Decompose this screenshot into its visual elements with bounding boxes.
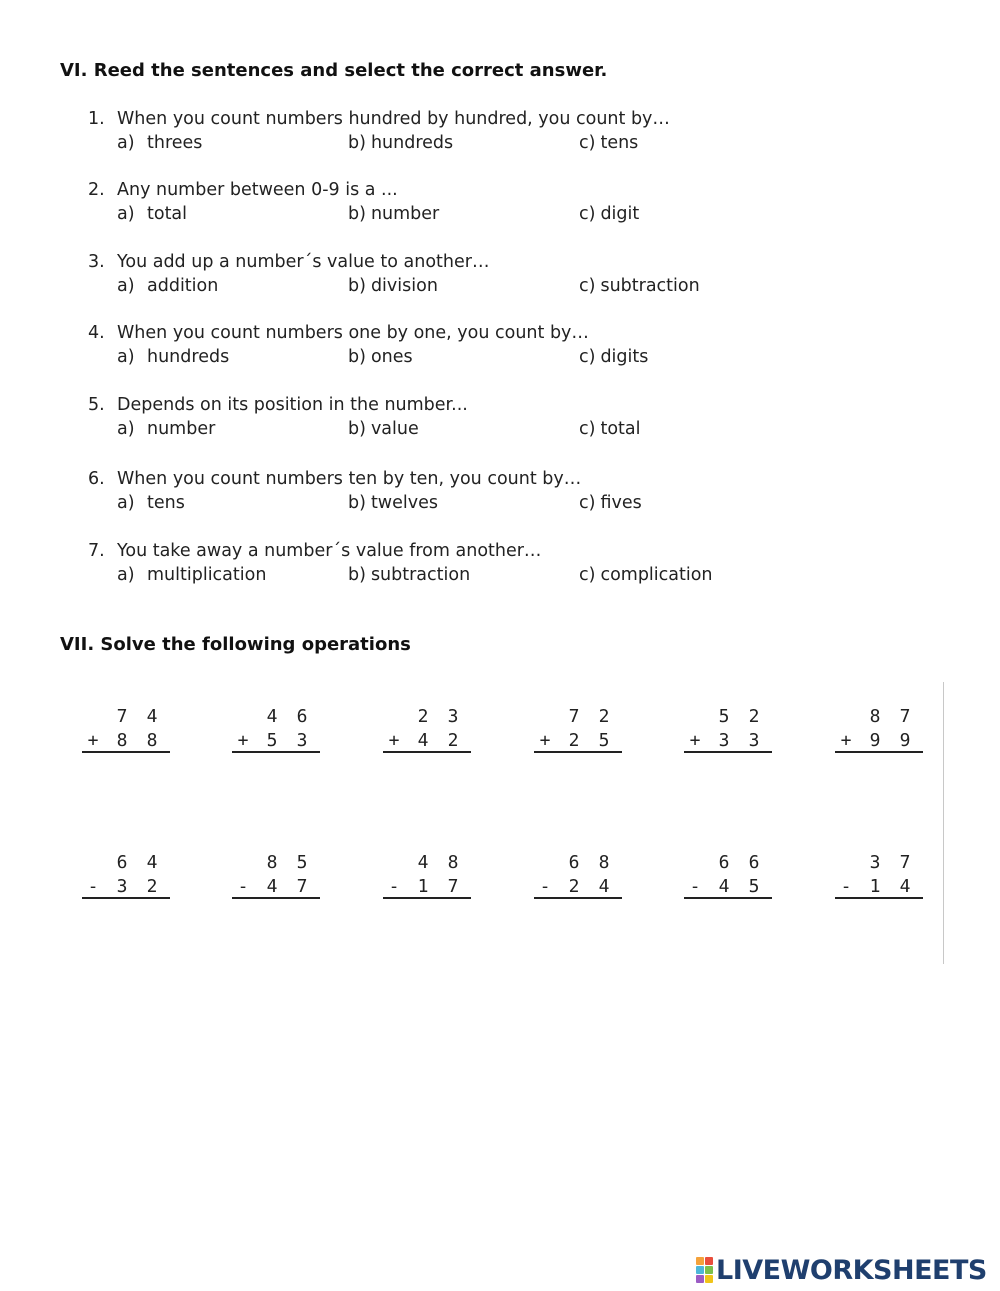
answer-line — [383, 897, 471, 899]
option-a-text: hundreds — [147, 347, 230, 367]
operator-sign: - — [388, 876, 400, 897]
addition-problem-1[interactable] — [82, 705, 170, 753]
top-tens-digit: 2 — [417, 706, 429, 727]
question-text: Any number between 0-9 is a ... — [117, 180, 398, 200]
option-b[interactable] — [348, 202, 579, 226]
bottom-tens-digit: 3 — [116, 876, 128, 897]
option-b[interactable] — [348, 345, 579, 369]
question-number: 1. — [88, 109, 105, 129]
top-tens-digit: 7 — [116, 706, 128, 727]
option-b[interactable] — [348, 563, 579, 587]
option-c[interactable] — [579, 131, 638, 155]
bottom-number — [534, 729, 622, 753]
option-b-letter: b) — [348, 204, 366, 224]
option-c-text: tens — [600, 133, 639, 153]
option-a-letter: a) — [117, 347, 135, 367]
top-number — [534, 705, 622, 729]
question-text: You add up a number´s value to another… — [117, 252, 490, 272]
bottom-number — [232, 729, 320, 753]
bottom-number — [684, 729, 772, 753]
option-a-text: addition — [147, 276, 219, 296]
bottom-ones-digit: 2 — [447, 730, 459, 751]
question-number: 5. — [88, 395, 105, 415]
question-3 — [88, 250, 788, 298]
addition-problem-5[interactable] — [684, 705, 772, 753]
question-number: 7. — [88, 541, 105, 561]
addition-problem-6[interactable] — [835, 705, 923, 753]
question-1 — [88, 107, 788, 155]
bottom-ones-digit: 3 — [748, 730, 760, 751]
answer-line — [684, 751, 772, 753]
bottom-tens-digit: 2 — [568, 876, 580, 897]
option-c-text: subtraction — [600, 276, 700, 296]
option-c-letter: c) — [579, 493, 596, 513]
question-number: 2. — [88, 180, 105, 200]
option-c-text: total — [600, 419, 641, 439]
subtraction-problem-6[interactable] — [835, 851, 923, 899]
bottom-number — [684, 875, 772, 899]
bottom-ones-digit: 7 — [296, 876, 308, 897]
option-c-letter: c) — [579, 276, 596, 296]
operator-sign: + — [840, 730, 852, 751]
top-ones-digit: 6 — [296, 706, 308, 727]
top-number — [684, 705, 772, 729]
top-tens-digit: 4 — [266, 706, 278, 727]
top-ones-digit: 3 — [447, 706, 459, 727]
answer-line — [835, 897, 923, 899]
top-tens-digit: 6 — [568, 852, 580, 873]
top-ones-digit: 4 — [146, 852, 158, 873]
top-tens-digit: 7 — [568, 706, 580, 727]
bottom-number — [82, 875, 170, 899]
question-number: 3. — [88, 252, 105, 272]
bottom-ones-digit: 2 — [146, 876, 158, 897]
operator-sign: + — [689, 730, 701, 751]
bottom-tens-digit: 9 — [869, 730, 881, 751]
option-a-letter: a) — [117, 419, 135, 439]
top-ones-digit: 8 — [447, 852, 459, 873]
question-5 — [88, 393, 788, 441]
top-tens-digit: 3 — [869, 852, 881, 873]
top-ones-digit: 2 — [598, 706, 610, 727]
logo-block — [696, 1275, 704, 1283]
question-text: When you count numbers one by one, you count by… — [117, 323, 589, 343]
question-6 — [88, 467, 788, 515]
bottom-tens-digit: 1 — [869, 876, 881, 897]
operator-sign: - — [87, 876, 99, 897]
operator-sign: + — [388, 730, 400, 751]
question-number: 4. — [88, 323, 105, 343]
option-b-text: subtraction — [370, 565, 471, 585]
option-c-letter: c) — [579, 565, 596, 585]
operator-sign: + — [87, 730, 99, 751]
top-tens-digit: 8 — [869, 706, 881, 727]
operator-sign: + — [237, 730, 249, 751]
bottom-number — [82, 729, 170, 753]
top-number — [835, 705, 923, 729]
bottom-number — [534, 875, 622, 899]
option-b[interactable] — [348, 274, 579, 298]
top-ones-digit: 6 — [748, 852, 760, 873]
operator-sign: - — [840, 876, 852, 897]
option-c[interactable] — [579, 345, 648, 369]
option-c[interactable] — [579, 563, 713, 587]
liveworksheets-logo — [696, 1254, 987, 1286]
top-tens-digit: 5 — [718, 706, 730, 727]
logo-text: LIVEWORKSHEETS — [716, 1254, 987, 1286]
top-tens-digit: 4 — [417, 852, 429, 873]
bottom-number — [383, 875, 471, 899]
top-ones-digit: 2 — [748, 706, 760, 727]
logo-block — [696, 1257, 704, 1265]
option-c[interactable] — [579, 202, 639, 226]
option-a-text: total — [147, 204, 188, 224]
bottom-ones-digit: 4 — [598, 876, 610, 897]
top-tens-digit: 6 — [718, 852, 730, 873]
option-a[interactable] — [117, 417, 348, 441]
top-tens-digit: 6 — [116, 852, 128, 873]
option-a-letter: a) — [117, 133, 135, 153]
top-number — [534, 851, 622, 875]
option-b[interactable] — [348, 417, 579, 441]
option-a[interactable] — [117, 491, 348, 515]
addition-problem-2[interactable] — [232, 705, 320, 753]
bottom-tens-digit: 4 — [417, 730, 429, 751]
top-number — [232, 705, 320, 729]
bottom-ones-digit: 8 — [146, 730, 158, 751]
bottom-ones-digit: 5 — [598, 730, 610, 751]
option-a[interactable] — [117, 563, 348, 587]
subtraction-problem-2[interactable] — [232, 851, 320, 899]
option-c-text: digits — [600, 347, 649, 367]
section-vi-title: VI. Reed the sentences and select the correct answer. — [60, 60, 608, 81]
option-a-letter: a) — [117, 565, 135, 585]
operator-sign: - — [689, 876, 701, 897]
bottom-tens-digit: 3 — [718, 730, 730, 751]
option-c-letter: c) — [579, 347, 596, 367]
addition-problem-3[interactable] — [383, 705, 471, 753]
bottom-number — [835, 875, 923, 899]
option-a[interactable] — [117, 274, 348, 298]
top-number — [82, 705, 170, 729]
logo-block — [696, 1266, 704, 1274]
option-b-text: hundreds — [370, 133, 454, 153]
option-b-text: number — [370, 204, 440, 224]
top-ones-digit: 7 — [899, 706, 911, 727]
bottom-ones-digit: 4 — [899, 876, 911, 897]
bottom-tens-digit: 4 — [266, 876, 278, 897]
option-c-letter: c) — [579, 133, 596, 153]
top-number — [383, 705, 471, 729]
logo-block — [705, 1266, 713, 1274]
logo-icon — [696, 1257, 713, 1283]
answer-line — [684, 897, 772, 899]
top-ones-digit: 4 — [146, 706, 158, 727]
logo-block — [705, 1257, 713, 1265]
option-a-text: multiplication — [147, 565, 267, 585]
question-2 — [88, 178, 788, 226]
bottom-tens-digit: 8 — [116, 730, 128, 751]
bottom-ones-digit: 9 — [899, 730, 911, 751]
option-c-text: digit — [600, 204, 640, 224]
subtraction-problem-5[interactable] — [684, 851, 772, 899]
option-b-letter: b) — [348, 419, 366, 439]
option-c[interactable] — [579, 417, 640, 441]
option-a-letter: a) — [117, 204, 135, 224]
question-7 — [88, 539, 788, 587]
option-a-letter: a) — [117, 493, 135, 513]
question-number: 6. — [88, 469, 105, 489]
option-b-letter: b) — [348, 565, 366, 585]
top-number — [383, 851, 471, 875]
option-c-text: complication — [600, 565, 713, 585]
question-4 — [88, 321, 788, 369]
question-text: You take away a number´s value from another… — [117, 541, 542, 561]
section-vii-title: VII. Solve the following operations — [60, 634, 411, 655]
operator-sign: + — [539, 730, 551, 751]
option-b-text: value — [370, 419, 419, 439]
logo-block — [705, 1275, 713, 1283]
answer-line — [383, 751, 471, 753]
top-ones-digit: 5 — [296, 852, 308, 873]
option-a-letter: a) — [117, 276, 135, 296]
question-text: Depends on its position in the number... — [117, 395, 468, 415]
operator-sign: - — [539, 876, 551, 897]
option-b-letter: b) — [348, 493, 366, 513]
option-a[interactable] — [117, 345, 348, 369]
option-b-text: division — [370, 276, 438, 296]
top-number — [82, 851, 170, 875]
question-text: When you count numbers hundred by hundred, you count by… — [117, 109, 670, 129]
subtraction-problem-3[interactable] — [383, 851, 471, 899]
bottom-number — [232, 875, 320, 899]
option-b-text: ones — [370, 347, 413, 367]
bottom-ones-digit: 3 — [296, 730, 308, 751]
option-c-letter: c) — [579, 204, 596, 224]
bottom-tens-digit: 1 — [417, 876, 429, 897]
option-c[interactable] — [579, 491, 642, 515]
answer-line — [534, 751, 622, 753]
bottom-ones-digit: 5 — [748, 876, 760, 897]
option-c-letter: c) — [579, 419, 596, 439]
top-ones-digit: 8 — [598, 852, 610, 873]
option-a[interactable] — [117, 202, 348, 226]
bottom-tens-digit: 5 — [266, 730, 278, 751]
subtraction-problem-4[interactable] — [534, 851, 622, 899]
bottom-tens-digit: 4 — [718, 876, 730, 897]
question-text: When you count numbers ten by ten, you count by… — [117, 469, 582, 489]
option-c-text: fives — [600, 493, 642, 513]
answer-line — [82, 897, 170, 899]
top-number — [684, 851, 772, 875]
option-a-text: number — [147, 419, 216, 439]
option-b-letter: b) — [348, 133, 366, 153]
option-b[interactable] — [348, 131, 579, 155]
bottom-number — [383, 729, 471, 753]
bottom-number — [835, 729, 923, 753]
option-b[interactable] — [348, 491, 579, 515]
option-a-text: tens — [147, 493, 185, 513]
top-ones-digit: 7 — [899, 852, 911, 873]
subtraction-problem-1[interactable] — [82, 851, 170, 899]
option-c[interactable] — [579, 274, 700, 298]
top-number — [232, 851, 320, 875]
option-b-letter: b) — [348, 276, 366, 296]
answer-line — [232, 751, 320, 753]
bottom-ones-digit: 7 — [447, 876, 459, 897]
operator-sign: - — [237, 876, 249, 897]
answer-line — [82, 751, 170, 753]
vertical-divider — [943, 682, 944, 964]
option-b-letter: b) — [348, 347, 366, 367]
option-a-text: threes — [147, 133, 203, 153]
option-a[interactable] — [117, 131, 348, 155]
answer-line — [232, 897, 320, 899]
answer-line — [534, 897, 622, 899]
answer-line — [835, 751, 923, 753]
addition-problem-4[interactable] — [534, 705, 622, 753]
bottom-tens-digit: 2 — [568, 730, 580, 751]
top-number — [835, 851, 923, 875]
option-b-text: twelves — [370, 493, 438, 513]
top-tens-digit: 8 — [266, 852, 278, 873]
